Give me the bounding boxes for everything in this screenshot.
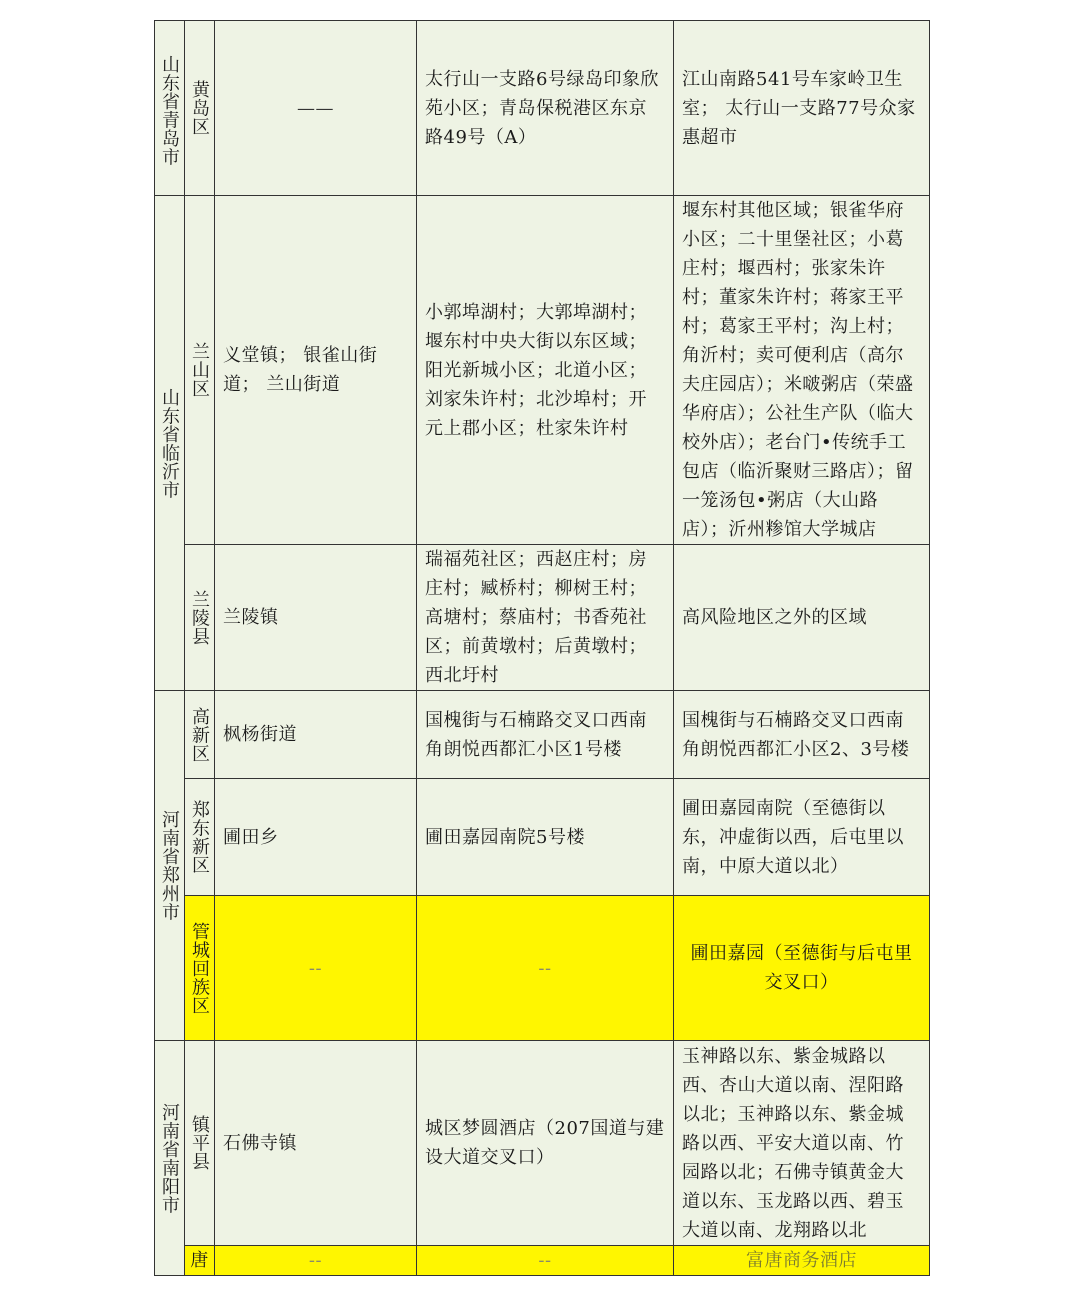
table-row: [155, 779, 930, 896]
high-risk-cell: 小郭埠湖村；大郭埠湖村；堰东村中央大街以东区域；阳光新城小区；北道小区；刘家朱许村；北沙埠村；开元上郡小区；杜家朱许村: [417, 196, 674, 545]
town-cell: 枫杨街道: [215, 691, 417, 779]
low-risk-cell: 圃田嘉园（至德街与后屯里交叉口）: [674, 896, 930, 1041]
town-cell: --: [215, 1246, 417, 1276]
low-risk-cell: 江山南路541号车家岭卫生室； 太行山一支路77号众家惠超市: [674, 21, 930, 196]
high-risk-cell: --: [417, 896, 674, 1041]
town-cell: ——: [215, 21, 417, 196]
low-risk-cell: 圃田嘉园南院（至德街以东，冲虚街以西，后屯里以南，中原大道以北）: [674, 779, 930, 896]
low-risk-cell: 高风险地区之外的区域: [674, 545, 930, 691]
district-cell: 管城回族区: [185, 896, 215, 1041]
district-cell: 高新区: [185, 691, 215, 779]
province-cell: 山东省临沂市: [155, 196, 185, 691]
town-cell: 石佛寺镇: [215, 1041, 417, 1246]
table-row: [155, 1041, 930, 1246]
table-row: [155, 545, 930, 691]
province-cell: 河南省郑州市: [155, 691, 185, 1041]
table-row: [155, 21, 930, 196]
high-risk-cell: 圃田嘉园南院5号楼: [417, 779, 674, 896]
district-cell: 郑东新区: [185, 779, 215, 896]
low-risk-cell: 富唐商务酒店: [674, 1246, 930, 1276]
low-risk-cell: 国槐街与石楠路交叉口西南角朗悦西都汇小区2、3号楼: [674, 691, 930, 779]
province-cell: 山东省青岛市: [155, 21, 185, 196]
district-cell: 镇平县: [185, 1041, 215, 1246]
high-risk-cell: 瑞福苑社区；西赵庄村；房庄村；臧桥村；柳树王村；高塘村；蔡庙村；书香苑社区；前黄墩村；后黄墩村；西北圩村: [417, 545, 674, 691]
low-risk-cell: 玉神路以东、紫金城路以西、杏山大道以南、涅阳路以北；玉神路以东、紫金城路以西、平安大道以南、竹园路以北；石佛寺镇黄金大道以东、玉龙路以西、碧玉大道以南、龙翔路以北: [674, 1041, 930, 1246]
high-risk-cell: --: [417, 1246, 674, 1276]
table-row: [155, 1246, 930, 1276]
table-row: [155, 196, 930, 545]
district-cell: 黄岛区: [185, 21, 215, 196]
table-row: [155, 691, 930, 779]
town-cell: 兰陵镇: [215, 545, 417, 691]
low-risk-cell: 堰东村其他区域；银雀华府小区；二十里堡社区；小葛庄村；堰西村；张家朱许村；董家朱许村；蒋家王平村；葛家王平村；沟上村；角沂村；卖可便利店（高尔夫庄园店）；米啵粥店（荣盛华府店）；公社生产队（临大校外店）；老台门•传统手工包店（临沂聚财三路店）；留一笼汤包•粥店（大山路店）；沂州糁馆大学城店: [674, 196, 930, 545]
district-cell: 兰山区: [185, 196, 215, 545]
town-cell: 义堂镇； 银雀山街道； 兰山街道: [215, 196, 417, 545]
high-risk-cell: 国槐街与石楠路交叉口西南角朗悦西都汇小区1号楼: [417, 691, 674, 779]
table-row: [155, 896, 930, 1041]
province-cell: 河南省南阳市: [155, 1041, 185, 1276]
district-cell: 唐: [185, 1246, 215, 1276]
town-cell: 圃田乡: [215, 779, 417, 896]
high-risk-cell: 城区梦圆酒店（207国道与建设大道交叉口）: [417, 1041, 674, 1246]
risk-area-table: [154, 20, 930, 1276]
district-cell: 兰陵县: [185, 545, 215, 691]
town-cell: --: [215, 896, 417, 1041]
high-risk-cell: 太行山一支路6号绿岛印象欣苑小区；青岛保税港区东京路49号（A）: [417, 21, 674, 196]
